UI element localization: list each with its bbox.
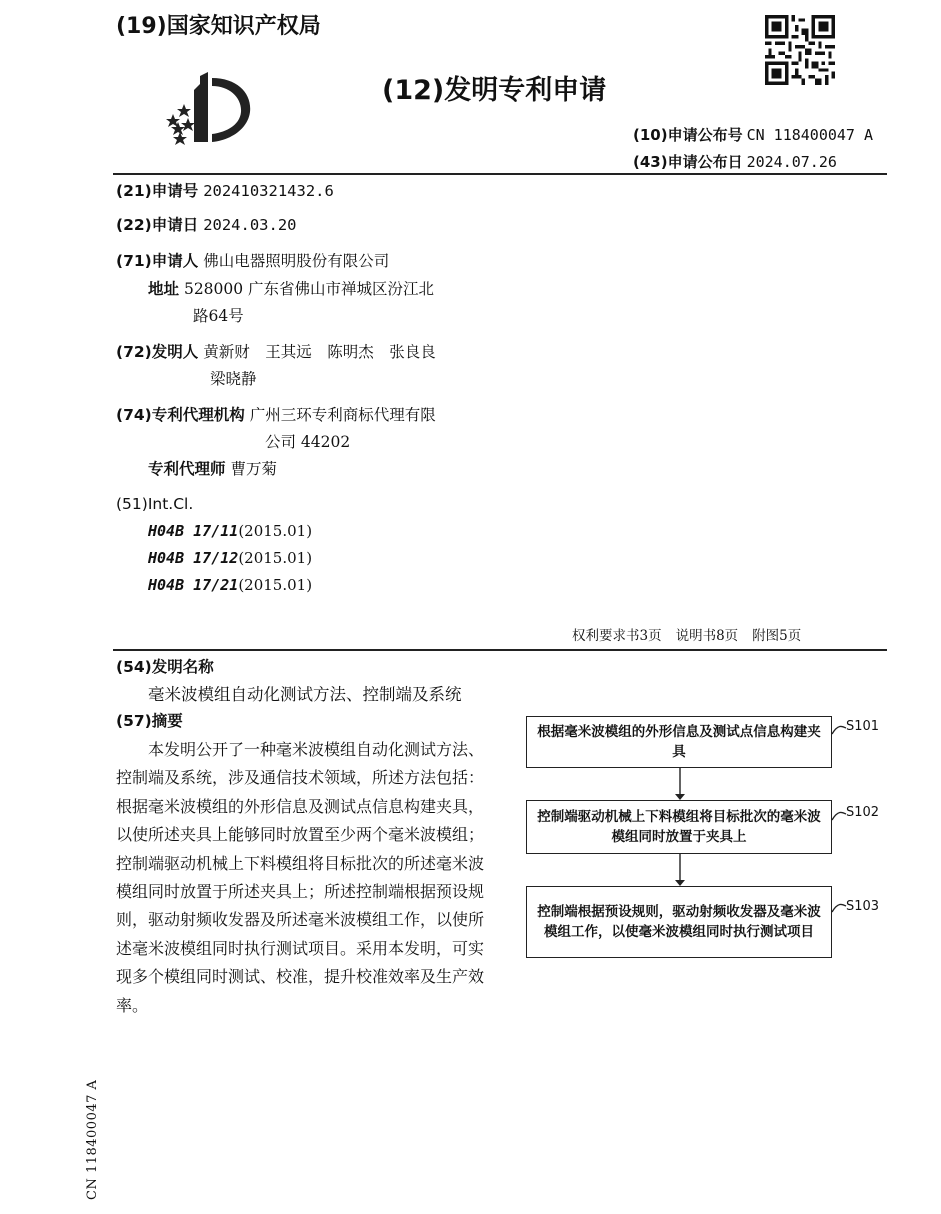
flow-step-label: S102 bbox=[846, 805, 880, 820]
ipc-label: (51)Int.Cl. bbox=[116, 495, 194, 513]
ipc-entry: H04B 17/12(2015.01) bbox=[148, 549, 313, 567]
flow-step-label: S103 bbox=[846, 899, 880, 914]
inventors-line-2: 梁晓静 bbox=[210, 370, 257, 388]
patent-agency-line-2: 公司 44202 bbox=[265, 433, 351, 451]
flowchart-connectors bbox=[520, 710, 900, 970]
applicant: (71)申请人 佛山电器照明股份有限公司 bbox=[116, 252, 390, 270]
qr-code-icon bbox=[765, 15, 835, 85]
title-label: (54)发明名称 bbox=[116, 658, 214, 676]
address: 地址 528000 广东省佛山市禅城区汾江北 bbox=[148, 280, 435, 298]
patent-agency: (74)专利代理机构 广州三环专利商标代理有限 bbox=[116, 406, 436, 424]
inventors: (72)发明人 黄新财 王其远 陈明杰 张良良 bbox=[116, 343, 436, 361]
invention-title: 毫米波模组自动化测试方法、控制端及系统 bbox=[148, 685, 462, 704]
abstract-label: (57)摘要 bbox=[116, 712, 183, 730]
ipc-entry: H04B 17/21(2015.01) bbox=[148, 576, 313, 594]
flow-step-box: 控制端驱动机械上下料模组将目标批次的毫米波模组同时放置于夹具上 bbox=[526, 800, 832, 854]
flow-step-box: 根据毫米波模组的外形信息及测试点信息构建夹具 bbox=[526, 716, 832, 768]
patent-agent: 专利代理师 曹万菊 bbox=[148, 460, 277, 478]
cnipa-logo-icon bbox=[160, 70, 256, 146]
publication-date: (43)申请公布日 2024.07.26 bbox=[633, 153, 837, 171]
section-divider bbox=[113, 649, 887, 651]
flow-step-label: S101 bbox=[846, 719, 880, 734]
publication-number: (10)申请公布号 CN 118400047 A bbox=[633, 126, 874, 144]
header-divider bbox=[113, 173, 887, 175]
ipc-entry: H04B 17/11(2015.01) bbox=[148, 522, 313, 540]
side-publication-number: CN 118400047 A bbox=[85, 1079, 100, 1200]
office-name: (19)国家知识产权局 bbox=[116, 14, 321, 39]
address-line-2: 路64号 bbox=[193, 307, 244, 325]
application-date: (22)申请日 2024.03.20 bbox=[116, 216, 297, 234]
page-counts: 权利要求书3页 说明书8页 附图5页 bbox=[572, 628, 802, 644]
abstract-text: 本发明公开了一种毫米波模组自动化测试方法、控制端及系统，涉及通信技术领域，所述方法包括：根据毫米波模组的外形信息及测试点信息构建夹具，以使所述夹具上能够同时放置至少两个毫米波模组；控制端驱动机械上下料模组将目标批次的所述毫米波模组同时放置于所述夹具上；所述控制端根据预设规则，驱动射频收发器及所述毫米波模组工作，以使所述毫米波模组同时执行测试项目。采用本发明，可实现多个模组同时测试、校准，提升校准效率及生产效率。 bbox=[116, 740, 485, 1015]
document-type: (12)发明专利申请 bbox=[382, 75, 607, 106]
flow-step-box: 控制端根据预设规则，驱动射频收发器及毫米波模组工作，以使毫米波模组同时执行测试项目 bbox=[526, 886, 832, 958]
application-number: (21)申请号 202410321432.6 bbox=[116, 182, 334, 200]
